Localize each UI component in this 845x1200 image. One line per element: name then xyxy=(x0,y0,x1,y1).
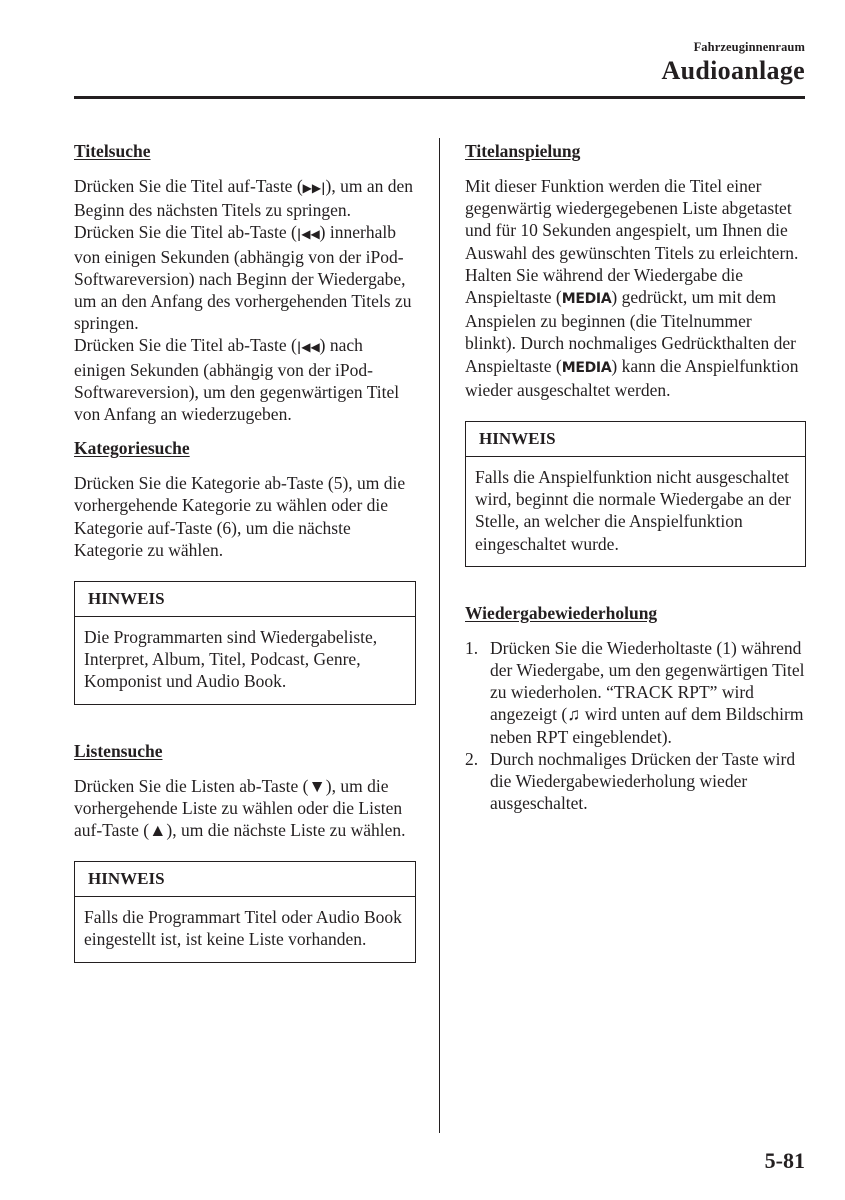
up-arrow-icon: ▲ xyxy=(149,820,167,841)
list-item: 2. Durch nochmaliges Drücken der Taste wird die Wiedergabewiederholung wieder ausgeschaltet. xyxy=(465,748,796,814)
note-body: Falls die Anspielfunktion nicht ausgeschaltet wird, beginnt die normale Wiedergabe an der Stelle, an welcher die Anspielfunktion eingeschaltet wurde. xyxy=(475,467,791,554)
next-track-icon: ▶▶| xyxy=(302,181,326,195)
previous-track-icon: |◀◀ xyxy=(296,227,320,242)
titelsuche-paragraph-2: Drücken Sie die Titel ab-Taste (|◀◀) innerhalb von einigen Sekunden (abhängig von der iPod-Softwareversion) nach Beginn der Wiedergabe, um an den Anfang des vorhergehenden Titels zu springen. xyxy=(74,222,412,334)
note-box-liste xyxy=(74,861,416,962)
note-title: HINWEIS xyxy=(466,422,805,457)
left-column xyxy=(74,138,416,963)
titelsuche-paragraph-3: Drücken Sie die Titel ab-Taste (|◀◀) nach einigen Sekunden (abhängig von der iPod-Softwareversion), um den gegenwärtigen Titel von Anfang an wiederzugeben. xyxy=(74,335,400,425)
page-title: Audioanlage xyxy=(661,56,805,85)
titelanspielung-paragraph-2: Halten Sie während der Wiedergabe die Anspieltaste (MEDIA) gedrückt, um mit dem Anspielen zu beginnen (die Titelnummer blinkt). Durch nochmaliges Gedrückthalten der Anspieltaste (MEDIA) kann die Anspielfunktion wieder ausgeschaltet werden. xyxy=(465,264,799,400)
note-body: Falls die Programmart Titel oder Audio Book eingestellt ist, ist keine Liste vorhanden. xyxy=(84,907,402,950)
down-arrow-icon: ▼ xyxy=(308,775,326,796)
page-number: 5-81 xyxy=(764,1148,805,1173)
kategoriesuche-paragraph: Drücken Sie die Kategorie ab-Taste (5), um die vorhergehende Kategorie zu wählen oder die Kategorie auf-Taste (6), um die nächste Kategorie zu wählen. xyxy=(74,473,406,560)
heading-wiedergabewiederholung: Wiedergabewiederholung xyxy=(465,602,658,623)
section-label: Fahrzeuginnenraum xyxy=(693,40,805,54)
wiederholung-steps xyxy=(465,637,806,815)
heading-titelanspielung: Titelanspielung xyxy=(465,141,581,161)
previous-track-icon: |◀◀ xyxy=(296,340,320,355)
list-item: 1. Drücken Sie die Wiederholtaste (1) während der Wiedergabe, um den gegenwärtigen Titel zu wiederholen. “TRACK RPT” wird angezeigt (♫ wird unten auf dem Bildschirm neben RPT eingeblendet). xyxy=(465,637,805,747)
heading-listensuche: Listensuche xyxy=(74,740,163,761)
column-divider xyxy=(439,138,440,1133)
heading-kategoriesuche: Kategoriesuche xyxy=(74,438,190,459)
media-button-label: MEDIA xyxy=(561,359,612,376)
note-title: HINWEIS xyxy=(75,862,415,897)
note-body: Die Programmarten sind Wiedergabeliste, Interpret, Album, Titel, Podcast, Genre, Komponist und Audio Book. xyxy=(84,627,378,692)
titelsuche-paragraph-1: Drücken Sie die Titel auf-Taste (▶▶|), um an den Beginn des nächsten Titels zu springen. xyxy=(74,176,413,221)
right-column xyxy=(465,138,806,814)
music-note-icon: ♫ xyxy=(567,704,581,725)
note-box-programmarten xyxy=(74,581,416,705)
titelanspielung-paragraph-1: Mit dieser Funktion werden die Titel einer gegenwärtig wiedergegebenen Liste abgetastet und für 10 Sekunden angespielt, um Ihnen die Auswahl des gewünschten Titels zu erleichtern. xyxy=(465,176,799,263)
note-title: HINWEIS xyxy=(75,582,415,617)
heading-titelsuche: Titelsuche xyxy=(74,141,151,161)
listensuche-paragraph: Drücken Sie die Listen ab-Taste (▼), um die vorhergehende Liste zu wählen oder die Listen auf-Taste (▲), um die nächste Liste zu wählen. xyxy=(74,775,406,841)
header-rule xyxy=(74,96,805,99)
note-box-anspielfunktion xyxy=(465,421,806,567)
media-button-label: MEDIA xyxy=(561,291,612,308)
